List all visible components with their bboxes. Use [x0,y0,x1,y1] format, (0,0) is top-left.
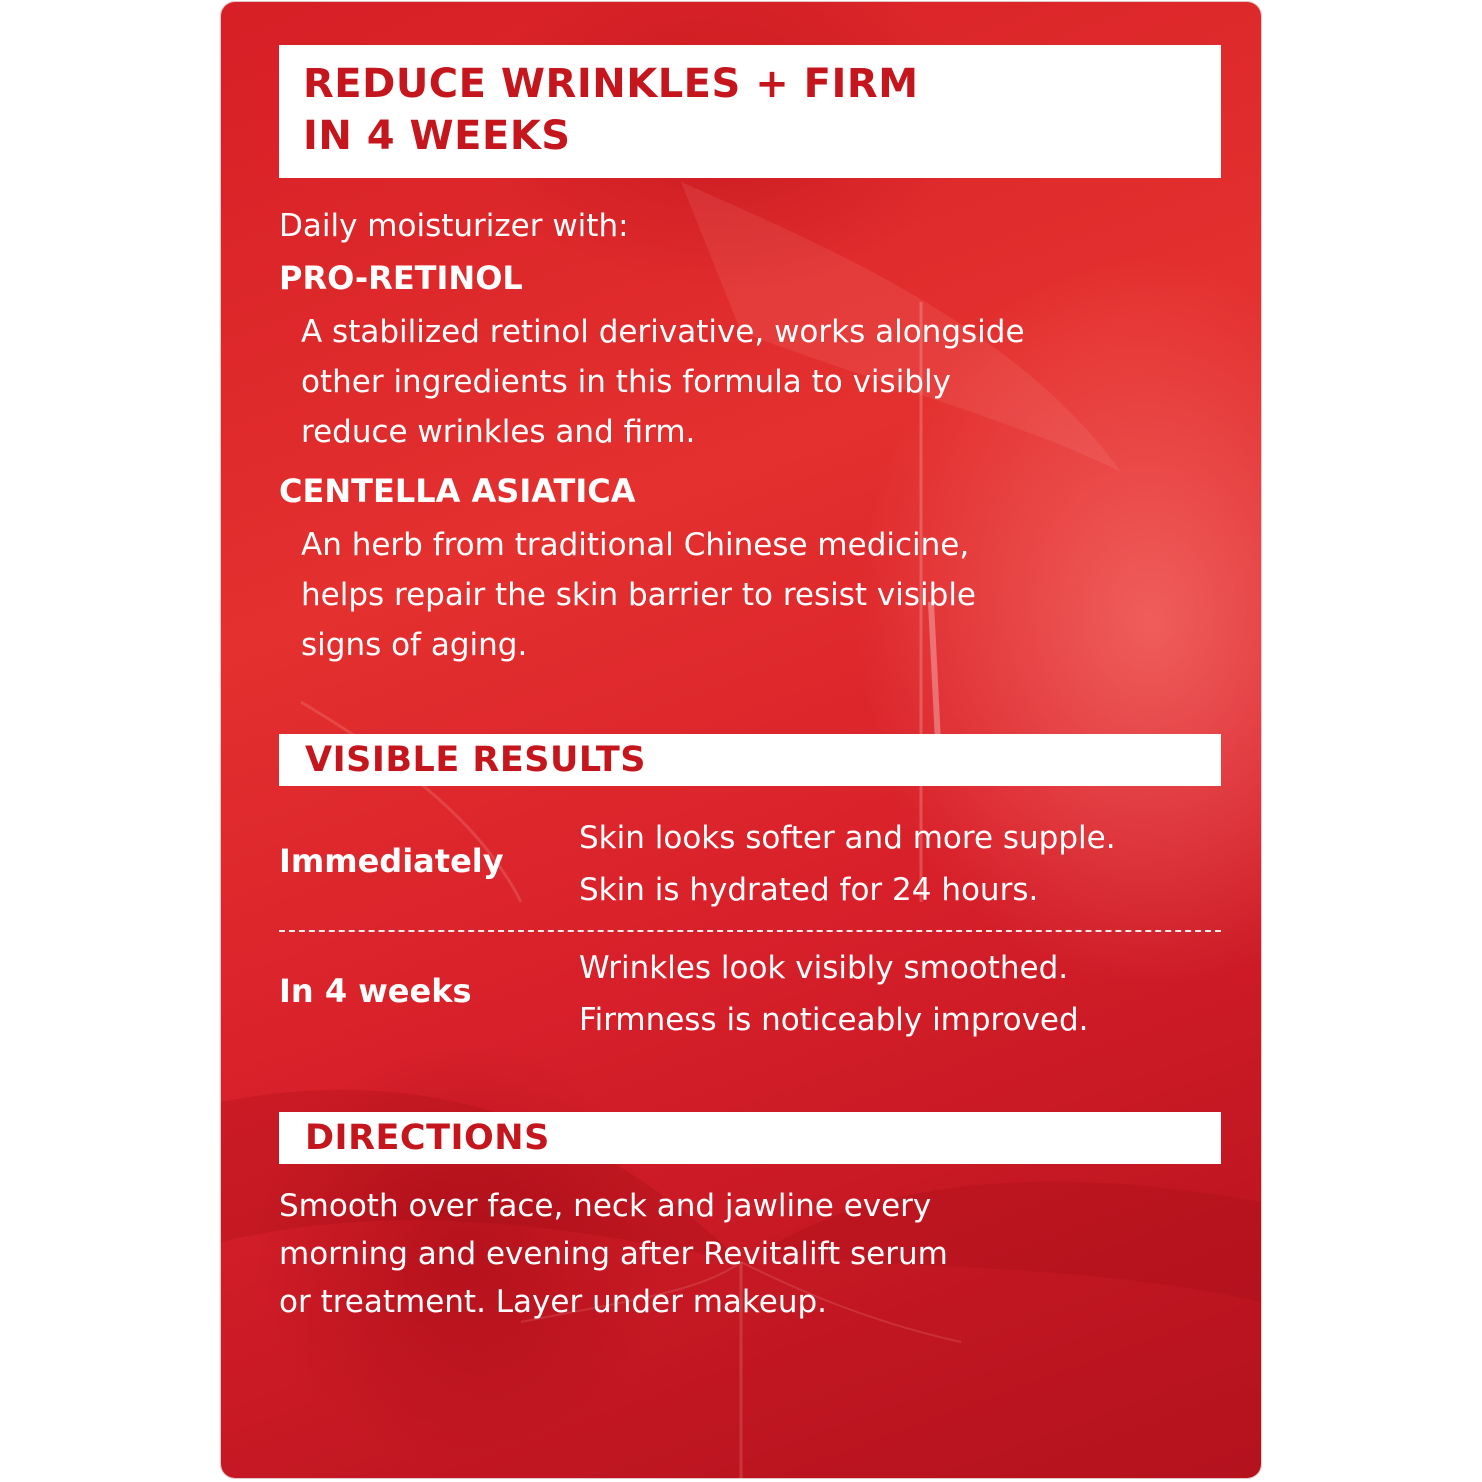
result-description-line: Firmness is noticeably improved. [579,1002,1089,1038]
product-panel [221,2,1261,1478]
result-timeframe-4-weeks: In 4 weeks [279,972,472,1010]
directions-banner [279,1112,1221,1164]
title-line-1: REDUCE WRINKLES + FIRM [303,61,919,107]
result-description-line: Wrinkles look visibly smoothed. [579,950,1069,986]
ingredient-description-line: reduce wrinkles and firm. [301,414,696,450]
visible-results-banner [279,734,1221,786]
title-line-2: IN 4 WEEKS [303,113,571,159]
ingredient-description-line: A stabilized retinol derivative, works alongside [301,314,1025,350]
intro-text: Daily moisturizer with: [279,208,629,244]
result-description-line: Skin is hydrated for 24 hours. [579,872,1039,908]
visible-results-heading: VISIBLE RESULTS [305,740,646,780]
results-divider [279,930,1221,932]
ingredient-name-pro-retinol: PRO-RETINOL [279,259,523,297]
ingredient-description-line: other ingredients in this formula to visibly [301,364,951,400]
result-timeframe-immediately: Immediately [279,842,504,880]
directions-line: or treatment. Layer under makeup. [279,1284,828,1320]
directions-line: Smooth over face, neck and jawline every [279,1188,932,1224]
directions-line: morning and evening after Revitalift serum [279,1236,948,1272]
result-description-line: Skin looks softer and more supple. [579,820,1116,856]
ingredient-description-line: An herb from traditional Chinese medicine, [301,527,970,563]
ingredient-name-centella-asiatica: CENTELLA ASIATICA [279,472,636,510]
title-banner [279,45,1221,178]
ingredient-description-line: signs of aging. [301,627,528,663]
directions-heading: DIRECTIONS [305,1118,550,1158]
ingredient-description-line: helps repair the skin barrier to resist visible [301,577,977,613]
